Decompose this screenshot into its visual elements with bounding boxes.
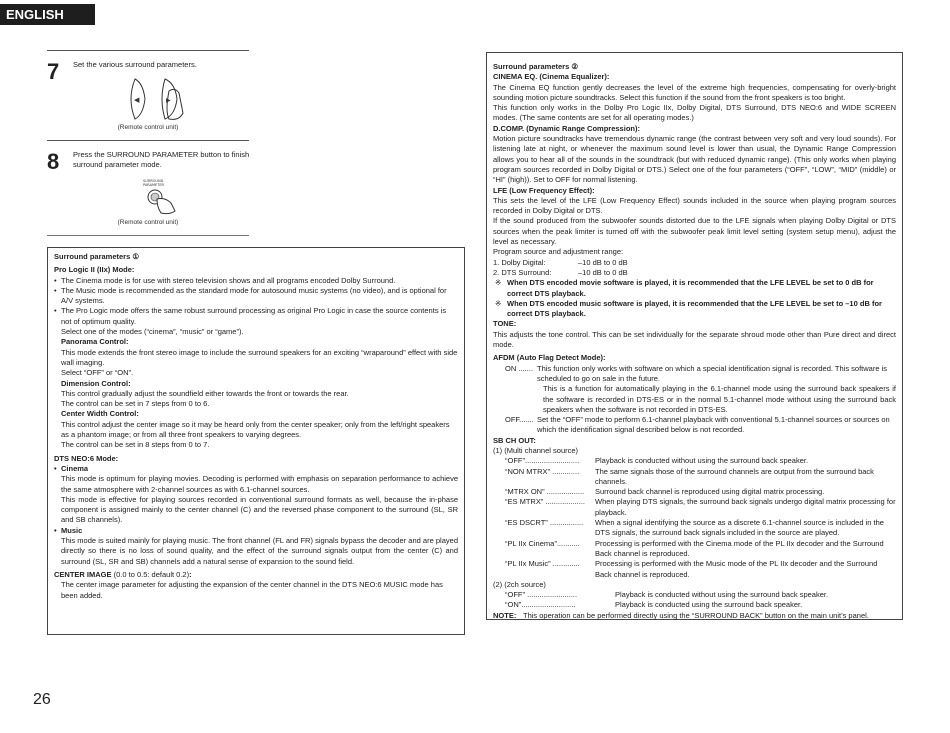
section-title: AFDM (Auto Flag Detect Mode): xyxy=(493,353,606,363)
option-row xyxy=(493,487,896,497)
range-text: The control can be set in 8 steps from 0 to 7. xyxy=(61,440,210,450)
option-text: The same signals those of the surround channels are output from the surround back channels. xyxy=(595,466,874,486)
body-text: Program source and adjustment range: xyxy=(493,247,624,257)
svg-text:◀: ◀ xyxy=(134,96,140,104)
option-text: When a signal identifying the source as a discrete 6.1-channel source is included in the DTS signals, the surround back signals included in the source are played. xyxy=(595,518,884,538)
option-row xyxy=(493,539,896,560)
afdm-off-row xyxy=(493,415,896,436)
option-key: “MTRX ON” .................. xyxy=(505,487,585,497)
list-item: • The Music mode is recommended as the standard mode for autosound music systems (no video), and is optional for A/V systems. xyxy=(54,286,458,307)
step-number: 7 xyxy=(47,59,60,84)
select-text: Select “OFF” or “ON”. xyxy=(61,368,134,378)
option-key: “NON MTRX” ............. xyxy=(505,466,580,476)
select-text: Select one of the modes (“cinema”, “music” or “game”). xyxy=(61,327,244,337)
body-text: This control gradually adjust the soundfield either towards the front or towards the rear. xyxy=(61,388,349,398)
option-row xyxy=(493,518,896,539)
option-text: Playback is conducted using the surround back speaker. xyxy=(615,600,803,610)
list-item: • The Pro Logic mode offers the same robust surround processing as original Pro Logic in case the source contents is not of optimum quality. xyxy=(54,306,458,327)
svg-text:SURROUND: SURROUND xyxy=(143,179,164,183)
option-text: When playing DTS signals, the surround back signals undergo digital matrix processing for playback. xyxy=(595,497,896,517)
afdm-on-row xyxy=(493,364,896,385)
source-label: (1) (Multi channel source) xyxy=(493,445,579,455)
range-value: –10 dB to 0 dB xyxy=(578,257,628,267)
option-row xyxy=(493,559,896,580)
range-row xyxy=(493,258,896,268)
option-text: This function only works with software on which a special identification signal is recorded. This software is scheduled to go on sale in the future. xyxy=(537,363,888,383)
hand-press-icon xyxy=(157,199,175,214)
range-value: –10 dB to 0 dB xyxy=(578,267,628,277)
step-8 xyxy=(47,140,249,236)
body-text: Motion picture soundtracks have tremendous dynamic range (the contrast between very soft and very loud sounds). For listening late at night, or whenever the maximum sound level is lower than usual, the Dynamic Range Compression allows you to hear all of the sounds in the soundtrack (but with reduced dynamic range). (This only works when playing program sources recorded in Dolby Digital or DTS.) Select one of the four parameters (“OFF”, “LOW”, “MID” (middle) or “HI” (high)). Set to OFF for normal listening. xyxy=(493,134,896,185)
option-key: “PL IIx Cinema”........... xyxy=(505,538,580,548)
list-item: • The Cinema mode is for use with stereo television shows and all programs encoded Dolby Surround. xyxy=(54,276,458,286)
option-key: “PL IIx Music” ............. xyxy=(505,559,580,569)
step-7 xyxy=(47,50,249,138)
range-label: 2. DTS Surround: xyxy=(493,267,552,277)
section-title: TONE: xyxy=(493,319,517,329)
body-text: This function only works in the Dolby Pro Logic IIx, Dolby Digital, DTS Surround, DTS NEO:6 and WIDE SCREEN modes. (The same contents are set for all operating modes.) xyxy=(493,103,896,123)
page-number: 26 xyxy=(33,691,51,708)
body-text: This mode is effective for playing sources recorded in conventional surround formats as well, because the in-phase component is assigned mainly to the center channel (C) and the reversed phase component to the surround (SL, SR and SB channels). xyxy=(61,494,458,525)
option-key: “ON”.......................... xyxy=(505,600,576,610)
option-key: OFF....... xyxy=(505,415,534,425)
colon: : xyxy=(189,569,192,579)
option-row xyxy=(493,497,896,518)
body-text: This mode is optimum for playing movies. Decoding is performed with emphasis on separation performance to achieve the same atmosphere with 2-channel sources as with 6.1-channel sources. xyxy=(61,474,458,494)
remote-arrow-buttons-icon xyxy=(125,77,185,121)
mode-label: • Cinema xyxy=(54,464,458,474)
option-row xyxy=(493,600,896,610)
note: ※ When DTS encoded music software is played, it is recommended that the LFE LEVEL be set to –10 dB for correct DTS playback. xyxy=(493,299,896,320)
option-text: Processing is performed with the Music mode of the PL IIx decoder and the Surround Back channel is reproduced. xyxy=(595,559,878,579)
step-instruction: Press the SURROUND PARAMETER button to finish surround parameter mode. xyxy=(73,150,250,169)
surround-parameters-2-box xyxy=(486,52,903,620)
box-title: Surround parameters ② xyxy=(493,62,579,71)
mode-label: • Music xyxy=(54,526,458,536)
section-title: CENTER IMAGE xyxy=(54,569,112,579)
note-text: This operation can be performed directly using the “SURROUND BACK” button on the main unit’s panel. xyxy=(523,610,869,620)
option-row xyxy=(493,590,896,600)
body-text: This mode is suited mainly for playing music. The front channel (FL and FR) signals bypass the decoder and are played directly so there is no loss of sound quality, and the effect of the surround signals output from the center (C) and surround (SL, SR and SB) channels add a natural sense of expansion to the sound field. xyxy=(61,536,458,566)
option-key: “OFF” ........................ xyxy=(505,590,578,600)
option-text: This is a function for automatically playing in the 6.1-channel mode using the surround back speakers if the software is recorded in DTS-ES or in the normal 5.1-channel mode without using the surround back speakers when the software is not recorded in DTS-ES. xyxy=(543,384,896,414)
section-title: D.COMP. (Dynamic Range Compression): xyxy=(493,123,640,133)
source-label: (2) (2ch source) xyxy=(493,579,546,589)
option-key: “ES DSCRT” ................ xyxy=(505,518,584,528)
svg-text:▶: ▶ xyxy=(166,97,171,104)
option-text: Playback is conducted without using the surround back speaker. xyxy=(595,456,809,466)
subsection-title: Center Width Control: xyxy=(61,409,139,419)
body-text: The center image parameter for adjusting the expansion of the center channel in the DTS NEO:6 MUSIC mode has been added. xyxy=(61,580,443,600)
body-text: The Cinema EQ function gently decreases the level of the extreme high frequencies, compensating for overly-bright sounding motion picture soundtracks. Select this function if the sound from the front speakers is too bright. xyxy=(493,82,896,102)
body-text: If the sound produced from the subwoofer sounds distorted due to the LFE signals when playing Dolby Digital or DTS sources when the peak limiter is turned off with the subwoofer peak limit level setting (system setup menu), adjust the level as necessary. xyxy=(493,216,896,247)
section-title: DTS NEO:6 Mode: xyxy=(54,453,119,463)
body-text: This control adjust the center image so it may be heard only from the center speaker; only from the left/right speakers as a phantom image; or from all three front speakers to varying degrees. xyxy=(61,419,450,440)
option-text: Playback is conducted without using the surround back speaker. xyxy=(615,590,829,600)
subsection-title: Dimension Control: xyxy=(61,378,131,388)
center-image-heading xyxy=(54,570,458,580)
body-text: This adjusts the tone control. This can be set individually for the separate shroud mode other than Pure direct and direct mode. xyxy=(493,329,896,350)
box-title: Surround parameters ① xyxy=(54,252,140,261)
body-text: This sets the level of the LFE (Low Frequency Effect) sounds included in the source when playing program sources recorded in Dolby Digital or DTS. xyxy=(493,195,896,216)
range-label: 1. Dolby Digital: xyxy=(493,257,546,267)
section-title: Pro Logic II (IIx) Mode: xyxy=(54,265,135,275)
note-row xyxy=(493,611,896,621)
surround-parameters-1-box xyxy=(47,247,465,635)
option-key: “ES MTRX” ................... xyxy=(505,497,586,507)
caption: (Remote control unit) xyxy=(117,124,179,131)
note: ※ When DTS encoded movie software is played, it is recommended that the LFE LEVEL be set to 0 dB for correct DTS playback. xyxy=(493,278,896,299)
range-row xyxy=(493,268,896,278)
section-title: LFE (Low Frequency Effect): xyxy=(493,185,595,195)
note-label: NOTE: xyxy=(493,610,517,620)
surround-parameter-button-icon xyxy=(139,177,179,215)
option-key: ON ....... xyxy=(505,363,533,373)
svg-text:PARAMETER: PARAMETER xyxy=(143,183,164,187)
range-text: (0.0 to 0.5: default 0.2) xyxy=(113,569,190,579)
option-text: Set the “OFF” mode to perform 6.1-channel playback with conventional 5.1-channel sources or sources on which the identification signal described below is not recorded. xyxy=(537,415,890,435)
body-text: This mode extends the front stereo image to include the surround speakers for an exciting “wraparound” effect with side wall imaging. xyxy=(61,347,458,367)
range-text: The control can be set in 7 steps from 0 to 6. xyxy=(61,399,210,409)
section-title: SB CH OUT: xyxy=(493,435,536,445)
option-text: Surround back channel is reproduced using digital matrix processing. xyxy=(595,487,825,497)
option-key: “OFF”.......................... xyxy=(505,456,580,466)
section-title: CINEMA EQ. (Cinema Equalizer): xyxy=(493,72,610,82)
subsection-title: Panorama Control: xyxy=(61,337,129,347)
step-number: 8 xyxy=(47,149,60,174)
caption: (Remote control unit) xyxy=(117,219,179,226)
option-row xyxy=(493,467,896,488)
option-text: Processing is performed with the Cinema mode of the PL IIx decoder and the Surround Back channel is reproduced. xyxy=(595,538,884,558)
language-tab: ENGLISH xyxy=(0,4,95,25)
option-row xyxy=(493,456,896,466)
step-instruction: Set the various surround parameters. xyxy=(73,60,197,69)
